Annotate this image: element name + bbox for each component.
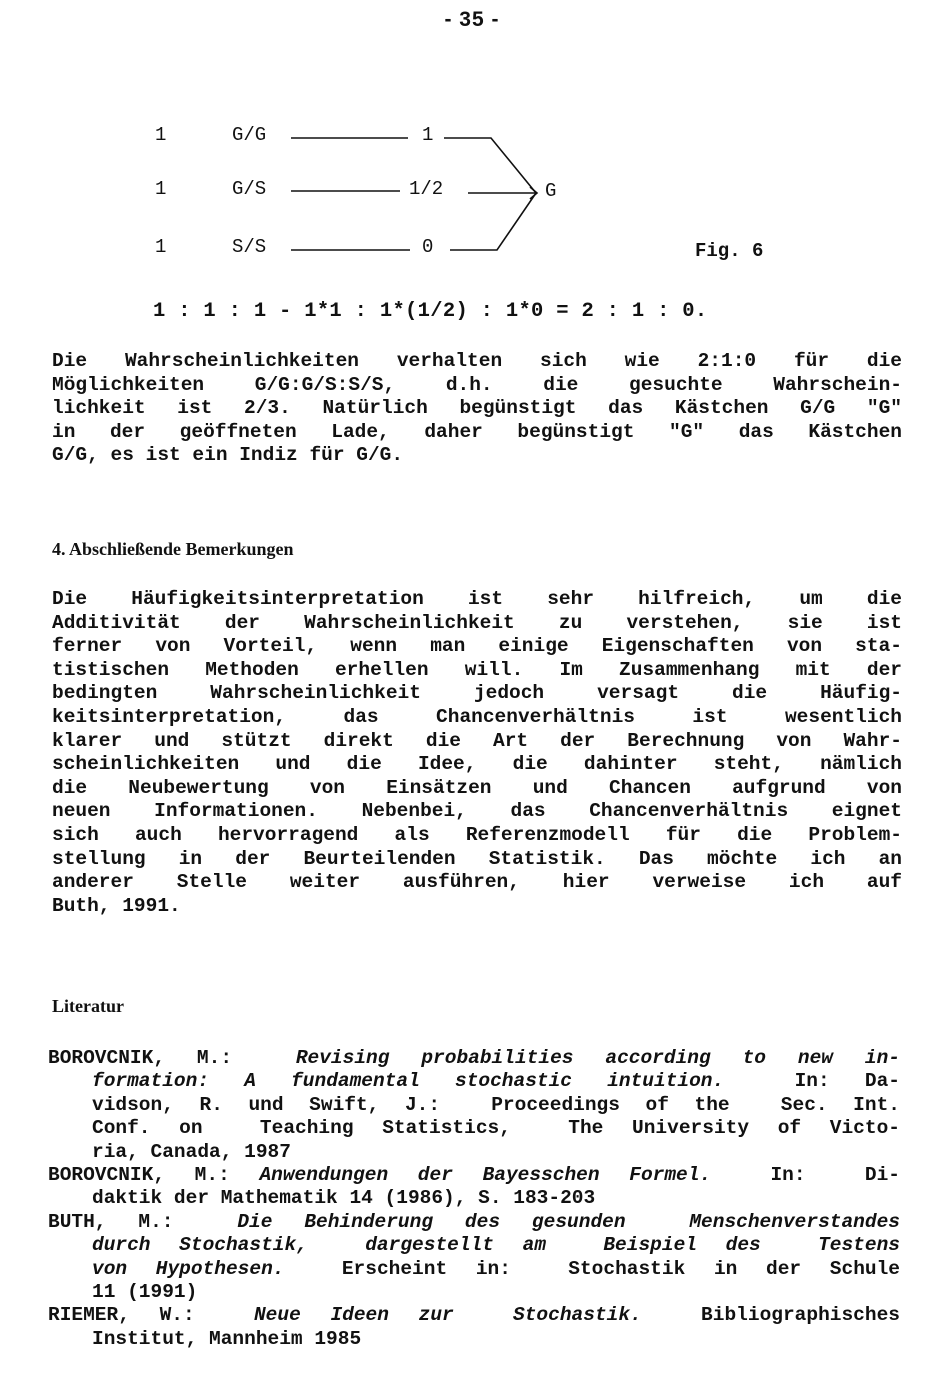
ref-author: BOROVCNIK, M.: [48,1047,296,1069]
text-line: keitsinterpretation, das Chancenverhältnis ist wesentlich [52,705,902,728]
fig-likelihood-1: 1 [422,124,434,146]
text-line: klarer und stützt direkt die Art der Berechnung von Wahr- [52,729,902,752]
paragraph-probabilities [52,350,902,468]
ref-text: ria, Canada, 1987 [92,1140,291,1163]
connector-ss-to-g [450,193,536,250]
ref-author: BOROVCNIK, M.: [48,1164,260,1187]
literature-heading: Literatur [52,996,124,1016]
ref-text: Erscheint in: Stochastik in der Schule [284,1257,901,1280]
text-line: scheinlichkeiten und die Idee, die dahinter steht, nämlich [52,753,902,776]
text-line: ferner von Vorteil, wenn man einige Eigenschaften von sta- [52,635,902,658]
text-line: in der geöffneten Lade, daher begünstigt "G" das Kästchen [52,420,902,443]
text-line: Möglichkeiten G/G:G/S:S/S, d.h. die gesuchte Wahrschein- [52,373,902,396]
text-line: G/G, es ist ein Indiz für G/G. [52,444,404,467]
ref-text: Institut, Mannheim 1985 [92,1327,362,1350]
ref-title: Revising probabilities according to new in- [295,1047,900,1069]
reference-line [48,1047,900,1070]
fig-weight-3: 1 [155,236,167,258]
reference-line [48,1141,900,1164]
reference-line [48,1328,900,1351]
text-line: stellung in der Beurteilenden Statistik. Das möchte ich an [52,847,902,870]
text-line: Additivität der Wahrscheinlichkeit zu verstehen, sie ist [52,611,902,634]
ref-text: Bibliographisches [641,1304,900,1327]
reference-line [48,1211,900,1234]
section-heading-4: 4. Abschließende Bemerkungen [52,539,294,559]
text-line: Buth, 1991. [52,894,181,917]
ref-title: von Hypothesen. [92,1257,285,1280]
text-line: lichkeit ist 2/3. Natürlich begünstigt das Kästchen G/G "G" [52,397,902,420]
page-number: - 35 - [444,8,500,31]
text-line: bedingten Wahrscheinlichkeit jedoch versagt die Häufig- [52,682,902,705]
reference-line [48,1094,900,1117]
text-line: tistischen Methoden erhellen will. Im Zusammenhang mit der [52,658,902,681]
reference-line [48,1164,900,1187]
reference-line [48,1070,900,1093]
fig-case-3: S/S [232,236,267,258]
ref-text: daktik der Mathematik 14 (1986), S. 183-203 [92,1187,596,1210]
ref-author: RIEMER, W.: [48,1304,254,1327]
connector-gg-to-g [444,138,536,193]
ref-text: In: Di- [711,1164,900,1187]
reference-line [48,1304,900,1327]
figure-connector-lines [0,0,944,340]
reference-line [48,1117,900,1140]
text-line: die Neubewertung von Einsätzen und Chancen aufgrund von [52,776,902,799]
text-line: Die Wahrscheinlichkeiten verhalten sich wie 2:1:0 für die [52,350,902,372]
ref-title: Anwendungen der Bayesschen Formel. [259,1164,712,1187]
ref-text: Conf. on Teaching Statistics, The University of Victo- [92,1117,900,1140]
ref-title: Die Behinderung des gesunden Menschenverstandes [237,1210,900,1233]
ref-title: durch Stochastik, dargestellt am Beispiel des Testens [92,1234,900,1257]
reference-line [48,1187,900,1210]
fig-caption: Fig. 6 [695,240,764,262]
text-line: Die Häufigkeitsinterpretation ist sehr hilfreich, um die [52,588,902,610]
ref-text: In: Da- [724,1070,900,1093]
fig-case-1: G/G [232,124,267,146]
fig-likelihood-2: 1/2 [409,178,444,200]
fig-likelihood-3: 0 [422,236,434,258]
fig-weight-2: 1 [155,178,167,200]
reference-line [48,1281,900,1304]
fig-weight-1: 1 [155,124,167,146]
reference-line [48,1234,900,1257]
ref-title: Neue Ideen zur Stochastik. [253,1304,642,1327]
literature-list [48,1047,900,1351]
figure-6 [0,0,944,340]
ref-author: BUTH, M.: [48,1210,238,1233]
text-line: neuen Informationen. Nebenbei, das Chancenverhältnis eignet [52,800,902,823]
fig-case-2: G/S [232,178,267,200]
paragraph-conclusion [52,588,902,918]
text-line: sich auch hervorragend als Referenzmodell für die Problem- [52,823,902,846]
text-line: anderer Stelle weiter ausführen, hier verweise ich auf [52,871,902,894]
ref-text: vidson, R. und Swift, J.: Proceedings of the Sec. Int. [92,1093,900,1116]
ref-text: 11 (1991) [92,1281,198,1304]
ref-title: formation: A fundamental stochastic intuition. [92,1070,725,1093]
reference-line [48,1258,900,1281]
odds-formula: 1 : 1 : 1 - 1*1 : 1*(1/2) : 1*0 = 2 : 1 : 0. [153,300,708,323]
fig-target: G [545,180,557,202]
